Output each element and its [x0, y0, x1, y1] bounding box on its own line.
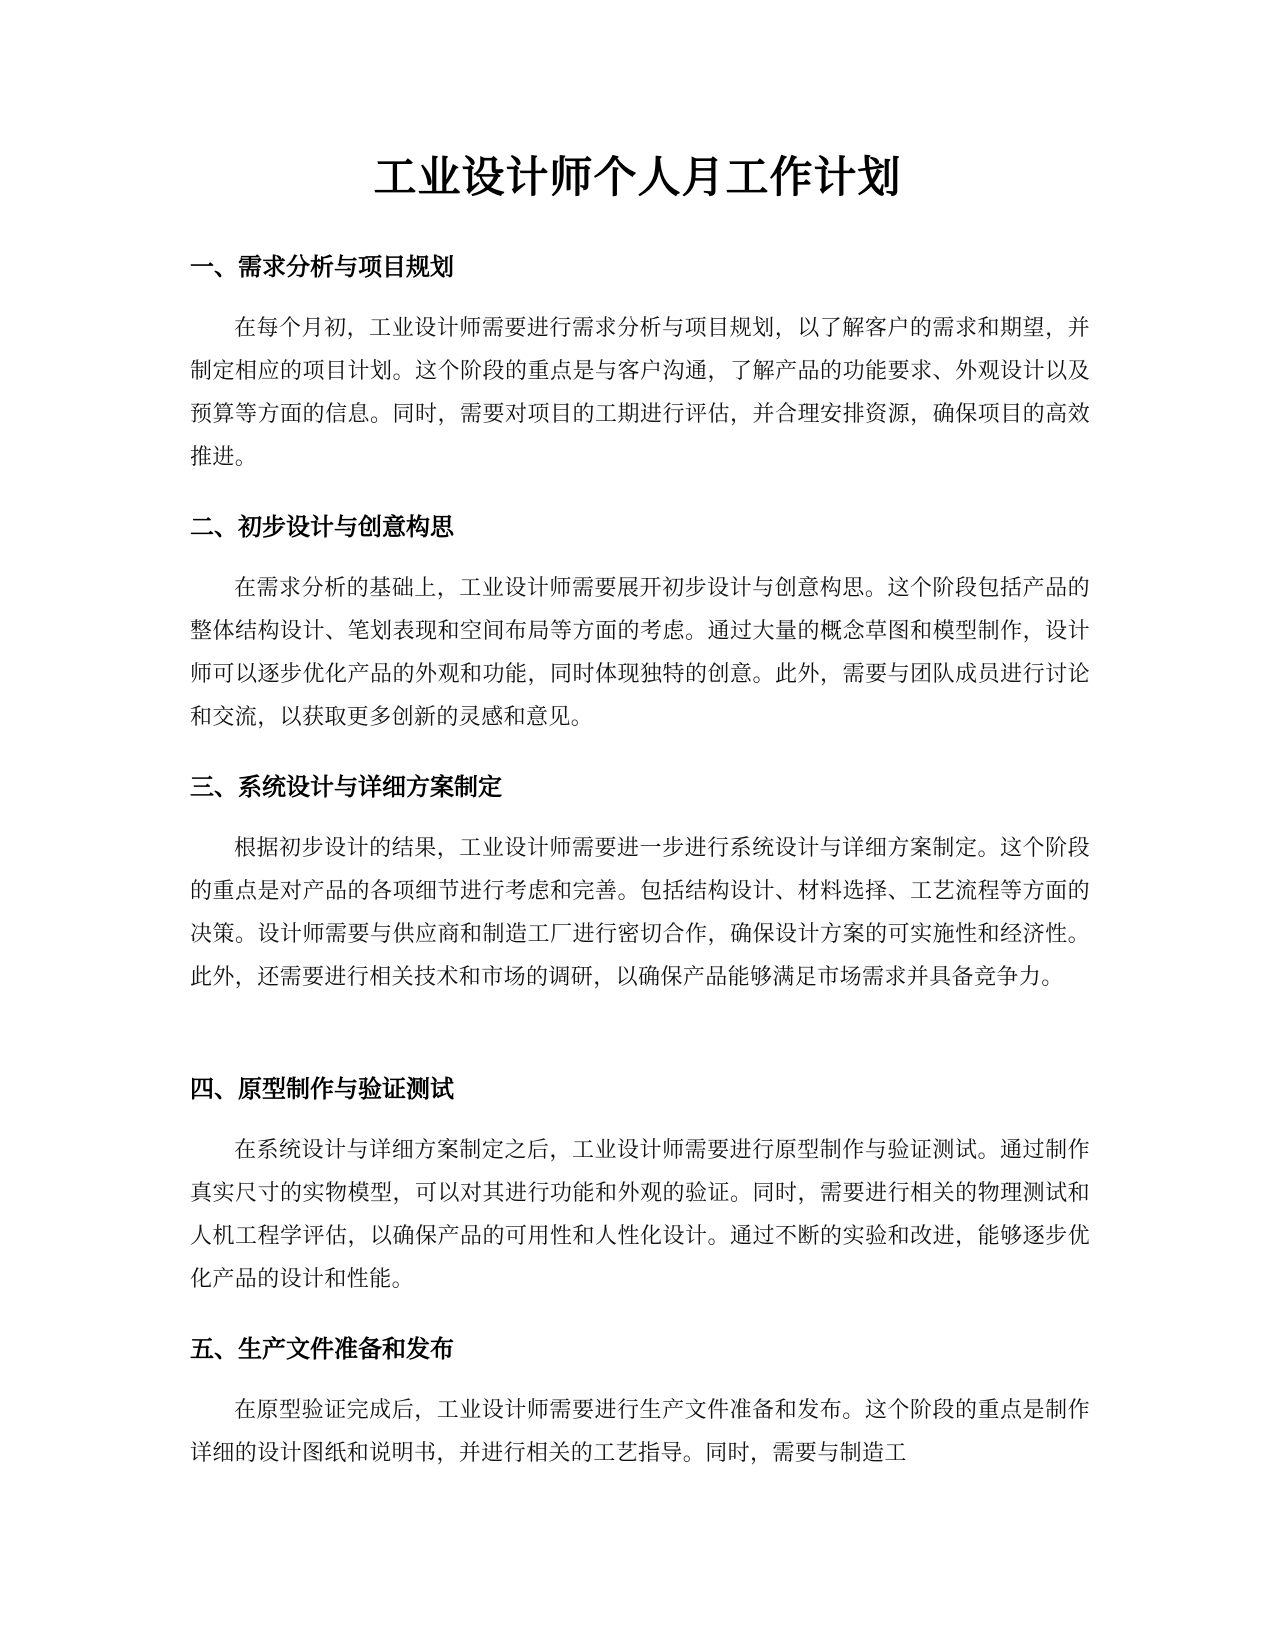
section-paragraph: 在需求分析的基础上，工业设计师需要展开初步设计与创意构思。这个阶段包括产品的整体结构设计、笔划表现和空间布局等方面的考虑。通过大量的概念草图和模型制作，设计师可以逐步优化产品的外观和功能，同时体现独特的创意。此外，需要与团队成员进行讨论和交流，以获取更多创新的灵感和意见。 [190, 576, 1090, 730]
section-paragraph: 根据初步设计的结果，工业设计师需要进一步进行系统设计与详细方案制定。这个阶段的重点是对产品的各项细节进行考虑和完善。包括结构设计、材料选择、工艺流程等方面的决策。设计师需要与供应商和制造工厂进行密切合作，确保设计方案的可实施性和经济性。此外，还需要进行相关技术和市场的调研，以确保产品能够满足市场需求并具备竞争力。 [190, 836, 1090, 990]
section-heading: 五、生产文件准备和发布 [190, 1335, 454, 1363]
section-requirements-analysis [190, 250, 1090, 479]
section-production-files [190, 1332, 1090, 1475]
section-heading: 四、原型制作与验证测试 [190, 1075, 454, 1103]
section-paragraph: 在每个月初，工业设计师需要进行需求分析与项目规划，以了解客户的需求和期望，并制定相应的项目计划。这个阶段的重点是与客户沟通，了解产品的功能要求、外观设计以及预算等方面的信息。同时，需要对项目的工期进行评估，并合理安排资源，确保项目的高效推进。 [190, 316, 1090, 470]
section-prototype-testing [190, 1072, 1090, 1301]
section-heading: 三、系统设计与详细方案制定 [190, 773, 502, 801]
document-title: 工业设计师个人月工作计划 [373, 153, 902, 203]
section-paragraph: 在原型验证完成后，工业设计师需要进行生产文件准备和发布。这个阶段的重点是制作详细的设计图纸和说明书，并进行相关的工艺指导。同时，需要与制造工 [190, 1398, 1090, 1466]
section-system-design [190, 770, 1090, 999]
section-preliminary-design [190, 510, 1090, 739]
section-heading: 一、需求分析与项目规划 [190, 253, 454, 281]
section-paragraph: 在系统设计与详细方案制定之后，工业设计师需要进行原型制作与验证测试。通过制作真实尺寸的实物模型，可以对其进行功能和外观的验证。同时，需要进行相关的物理测试和人机工程学评估，以确保产品的可用性和人性化设计。通过不断的实验和改进，能够逐步优化产品的设计和性能。 [190, 1138, 1090, 1292]
section-heading: 二、初步设计与创意构思 [190, 513, 454, 541]
